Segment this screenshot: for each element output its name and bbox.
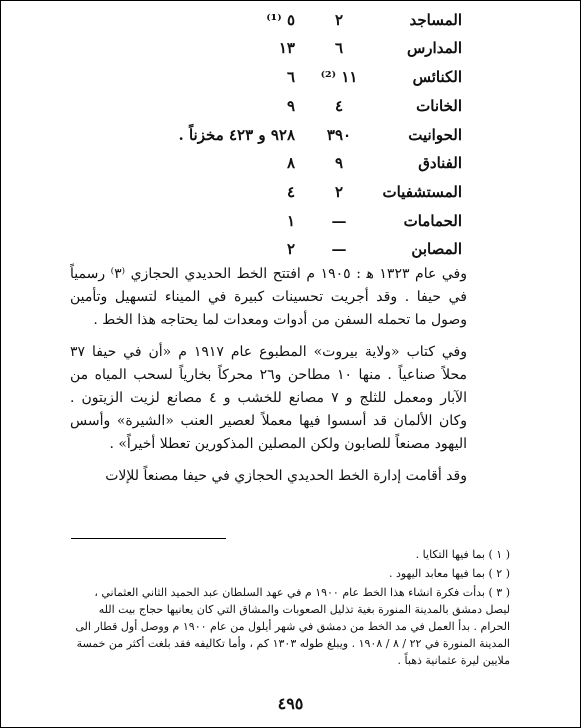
stats-row-baths: [0, 208, 580, 235]
footnote: ( ٢ ) بما فيها معابد اليهود .: [388, 567, 510, 580]
stats-value: —: [331, 212, 347, 230]
stats-label: الكنائس: [412, 68, 462, 86]
stats-label: الحوانيت: [408, 126, 462, 144]
stats-label: الحمامات: [403, 212, 462, 230]
stats-row-shops: [0, 122, 580, 149]
paragraph: وفي عام ١٣٢٣ ﻫ : ١٩٠٥ م افتتح الخط الحديدي الحجازي ⁽٣⁾ رسمياً في حيفا . وقد أجريت تحسينات كبيرة في الميناء لتسهيل وتأمين وصول ما تحمله السفن من أدوات ومعدات لما يحتاجه هذا الخط .: [70, 266, 468, 328]
stats-value: ٩٢٨ و ٤٢٣ مخزناً .: [178, 126, 295, 144]
stats-row-soap-factories: [0, 236, 580, 263]
stats-label: الفنادق: [418, 154, 462, 172]
stats-value: ٢: [334, 11, 344, 29]
stats-row-mosques: [0, 7, 580, 34]
stats-value: ٩: [334, 154, 344, 172]
footnotes: [70, 546, 510, 671]
stats-value: ٢: [286, 240, 295, 258]
stats-value: ٢: [334, 183, 344, 201]
stats-row-churches: [0, 64, 580, 91]
stats-label: المصابن: [411, 240, 462, 258]
stats-value: ١١ ⁽²⁾: [320, 68, 358, 86]
stats-value: ٦: [334, 39, 344, 57]
stats-value: ١٣: [278, 39, 295, 57]
footnote: ( ٣ ) بدأت فكرة انشاء هذا الخط عام ١٩٠٠ م في عهد السلطان عبد الحميد الثاني العثماني ، ليصل دمشق بالمدينة المنورة بغية تذليل الصعوبات والمشاق التي كان يعانيها حجاج بيت الله الحرام . بدأ العمل في مد الخط من دمشق في شهر أيلول من عام ١٩٠٠ م ووصل أول قطار الى المدينة المنورة في ٢٢ / ٨ / ١٩٠٨ . ويبلغ طوله ١٣٠٣ كم ، وأما تكاليفه فقد بلغت أكثر من خمسة ملايين ليرة عثمانية ذهباً .: [75, 586, 510, 667]
paragraph: وقد أقامت إدارة الخط الحديدي الحجازي في حيفا مصنعاً للإلات: [105, 468, 467, 484]
body-text: [70, 263, 467, 497]
stats-value: ٤: [334, 97, 344, 115]
stats-row-khans: [0, 93, 580, 120]
stats-row-schools: [0, 35, 580, 62]
stats-value: ١: [286, 212, 295, 230]
stats-value: ٤: [286, 183, 295, 201]
stats-value: ٥ ⁽¹⁾: [266, 11, 295, 29]
stats-value: ٣٩٠: [326, 126, 352, 144]
stats-value: —: [331, 240, 347, 258]
stats-label: المستشفيات: [382, 183, 462, 201]
stats-value: ٩: [286, 97, 295, 115]
stats-label: المساجد: [409, 11, 462, 29]
paragraph: وفي كتاب «ولاية بيروت» المطبوع عام ١٩١٧ م «أن في حيفا ٣٧ محلاً صناعياً . منها ١٠ مطاحن و٢٦ محركاً بخارياً لسحب المياه من الآبار ومعمل للثلج و ٧ مصانع للخشب و ٤ مصانع لزيت الزيتون . وكان الألمان قد أسسوا فيها معملاً لعصير العنب «الشيرة» وأسس اليهود مصنعاً للصابون ولكن المصلين المذكورين تعطلا أخيراً» .: [70, 344, 467, 452]
stats-label: المدارس: [406, 39, 462, 57]
stats-value: ٦: [286, 68, 295, 86]
statistics-table: [0, 7, 580, 257]
stats-label: الخانات: [416, 97, 462, 115]
page-number: ٤٩٥: [277, 694, 304, 713]
footnote-divider: [71, 538, 226, 539]
stats-value: ٨: [286, 154, 295, 172]
stats-row-hotels: [0, 150, 580, 177]
footnote: ( ١ ) بما فيها التكايا .: [415, 548, 510, 561]
stats-row-hospitals: [0, 179, 580, 206]
